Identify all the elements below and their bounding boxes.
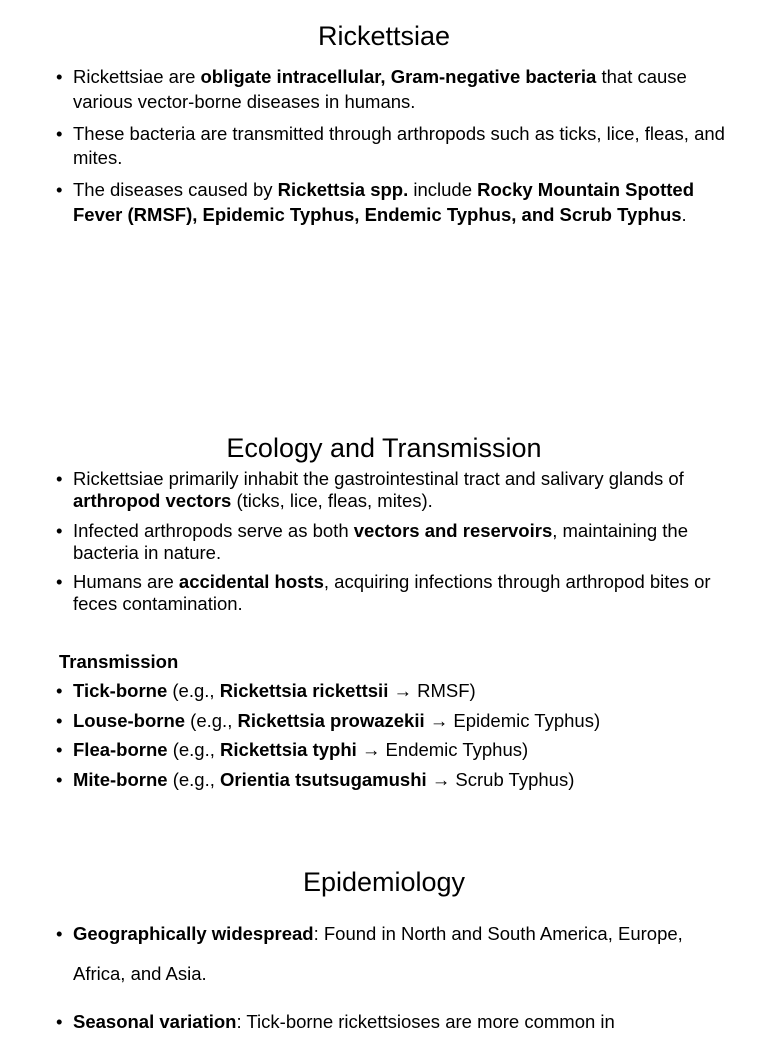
bold-text: Louse-borne [73, 709, 186, 731]
bullet-item [56, 914, 726, 994]
bold-text: obligate intracellular, Gram-negative bacteria [200, 66, 597, 87]
text-run: Rickettsiae primarily inhabit the gastrointestinal tract and salivary glands of [73, 468, 684, 489]
text-run: , acquiring infections through arthropod bites or feces contamination. [73, 571, 711, 614]
text-run: : Tick-borne rickettsioses are more common in [236, 1011, 615, 1032]
text-run: The diseases caused by [73, 179, 278, 200]
text-run: Infected arthropods serve as both [73, 519, 354, 541]
bullet-item [56, 520, 726, 564]
bullet-item [56, 571, 726, 615]
bold-text: Rickettsia typhi [220, 739, 357, 760]
transmission-item [56, 735, 726, 765]
bold-text: accidental hosts [178, 571, 324, 592]
transmission-item [56, 765, 726, 795]
text-run: (e.g., [167, 739, 221, 760]
text-run: include [408, 179, 478, 200]
text-run: (e.g., [167, 768, 221, 790]
bullet-item [56, 468, 726, 512]
bold-text: Orientia tsutsugamushi [220, 768, 427, 790]
epidemiology-bullet-list [56, 914, 726, 994]
bold-text: Rickettsia spp. [277, 179, 409, 200]
epidemiology-bullet-list-cont [56, 1002, 726, 1042]
text-run: → Endemic Typhus) [356, 739, 529, 760]
transmission-item [56, 676, 726, 706]
bold-text: arthropod vectors [73, 490, 232, 511]
bold-text: vectors and reservoirs [353, 519, 553, 541]
section-title-rickettsiae: Rickettsiae [317, 21, 451, 51]
transmission-bullet-list [56, 676, 726, 794]
text-run: . [681, 203, 687, 225]
bold-text: Flea-borne [73, 739, 168, 760]
bullet-item [56, 1002, 726, 1042]
bold-text: Mite-borne [73, 768, 168, 790]
text-run: that cause various vector-borne diseases in humans. [73, 66, 687, 112]
text-run: → RMSF) [388, 680, 476, 701]
transmission-item [56, 706, 726, 736]
bold-text: Rickettsia rickettsii [219, 680, 389, 701]
text-run: These bacteria are transmitted through arthropods such as ticks, lice, fleas, and mites. [73, 122, 725, 168]
text-run: (ticks, lice, fleas, mites). [231, 490, 433, 511]
text-run: Rickettsiae are [73, 66, 201, 87]
text-run: → Scrub Typhus) [426, 768, 575, 790]
bold-text: Geographically widespread [73, 923, 314, 944]
bullet-item [56, 65, 726, 114]
ecology-bullet-list [56, 468, 726, 623]
text-run: (e.g., [185, 709, 238, 731]
bullet-item [56, 178, 726, 227]
section-title-epidemiology: Epidemiology [302, 867, 466, 897]
bullet-item [56, 122, 726, 171]
bold-text: Seasonal variation [73, 1011, 237, 1032]
text-run: : Found in North and South America, Europe, Africa, and Asia. [73, 923, 683, 984]
transmission-heading: Transmission [59, 651, 179, 672]
bold-text: Rickettsia prowazekii [237, 709, 425, 731]
text-run: Humans are [73, 571, 179, 592]
bold-text: Tick-borne [73, 680, 168, 701]
text-run: (e.g., [167, 680, 220, 701]
text-run: → Epidemic Typhus) [424, 709, 601, 731]
text-run: , maintaining the bacteria in nature. [73, 519, 688, 563]
section-title-ecology: Ecology and Transmission [226, 433, 542, 463]
bold-text: Rocky Mountain Spotted Fever (RMSF), Epidemic Typhus, Endemic Typhus, and Scrub Typhus [73, 179, 695, 225]
rickettsiae-bullet-list [56, 65, 726, 235]
